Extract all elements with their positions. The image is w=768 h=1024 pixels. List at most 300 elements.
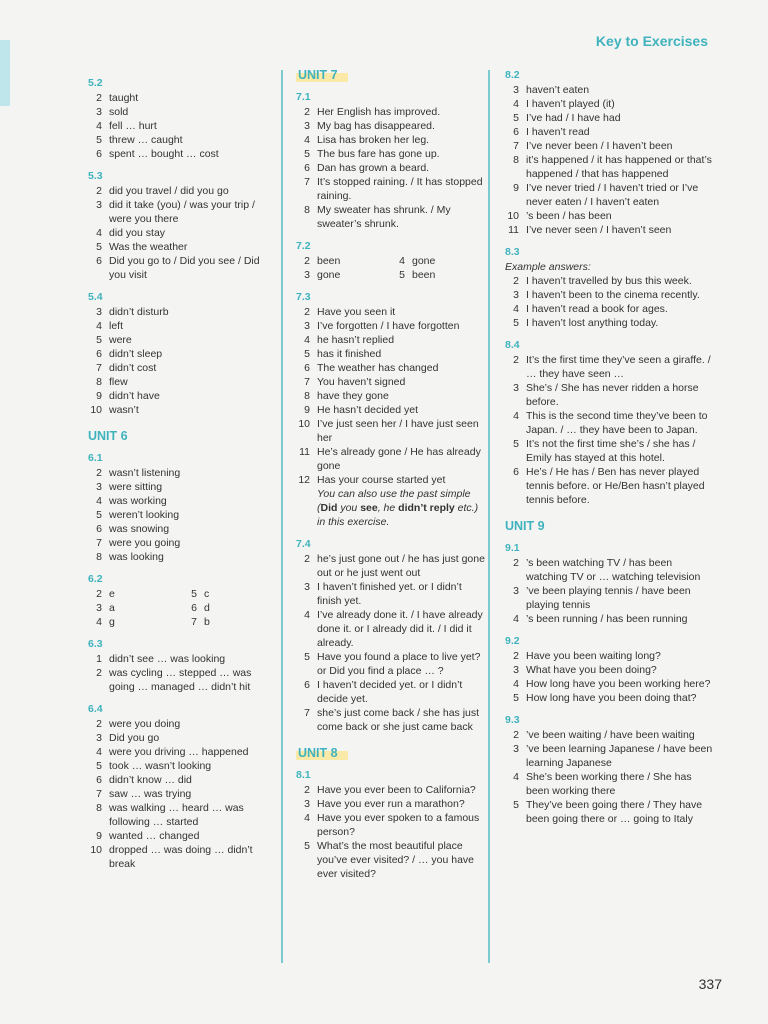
answer-item	[505, 556, 715, 584]
answer-text: I haven’t travelled by bus this week.	[526, 275, 692, 287]
answer-item	[505, 125, 715, 139]
answer-text: threw … caught	[109, 134, 183, 146]
answer-text: sold	[109, 106, 129, 118]
answer-grid-row	[88, 615, 278, 629]
answer-item	[88, 843, 278, 871]
answer-text: Have you been waiting long?	[526, 650, 661, 662]
answer-text: did you stay	[109, 227, 166, 239]
answer-text: My bag has disappeared.	[317, 120, 435, 132]
answer-item	[296, 333, 486, 347]
answer-number: 6	[513, 466, 519, 478]
answer-text: has it finished	[317, 348, 382, 360]
answer-text: didn’t sleep	[109, 348, 163, 360]
answer-text: dropped … was doing … didn’t break	[109, 844, 253, 870]
answer-item	[88, 240, 278, 254]
answer-text: My sweater has shrunk. / My sweater’s shrunk.	[317, 204, 451, 230]
answer-number: 9	[513, 182, 519, 194]
answer-text: It’s not the first time she’s / she has / Emily has stayed at this hotel.	[526, 438, 696, 464]
answer-item	[88, 254, 278, 282]
answer-number: 5	[191, 588, 197, 600]
answer-item	[88, 745, 278, 759]
answer-text: wanted … changed	[109, 830, 200, 842]
exercise-number: 9.3	[505, 714, 520, 726]
answer-text: spent … bought … cost	[109, 148, 219, 160]
exercise-number: 5.3	[88, 170, 103, 182]
answer-text: He’s already gone / He has already gone	[317, 446, 481, 472]
answer-item	[88, 198, 278, 226]
page-header: Key to Exercises	[595, 33, 708, 49]
unit-heading	[505, 519, 715, 533]
answer-item	[296, 706, 486, 734]
answer-item	[296, 105, 486, 119]
answer-item	[296, 175, 486, 203]
answer-number	[296, 487, 310, 529]
answer-item	[505, 111, 715, 125]
answer-number: 2	[304, 784, 310, 796]
answer-number: 4	[304, 134, 310, 146]
answer-item	[296, 552, 486, 580]
answer-text: she’s just come back / she has just come back or she just came back	[317, 707, 480, 733]
answer-item	[505, 584, 715, 612]
answer-number: 5	[96, 241, 102, 253]
answer-number: 6	[96, 523, 102, 535]
answer-item	[296, 839, 486, 881]
answer-number: 3	[304, 269, 310, 281]
unit-heading-label: UNIT 6	[88, 429, 128, 443]
answer-number: 9	[96, 830, 102, 842]
answer-item	[296, 783, 486, 797]
answer-text: saw … was trying	[109, 788, 192, 800]
answer-text: I’ve never tried / I haven’t tried or I’ve never eaten / I haven’t eaten	[526, 182, 699, 208]
answer-item	[88, 347, 278, 361]
column-2	[296, 68, 486, 881]
note-bold: didn’t reply	[398, 502, 455, 514]
answer-text: Have you ever run a marathon?	[317, 798, 465, 810]
answer-item	[88, 389, 278, 403]
answer-number: 3	[513, 382, 519, 394]
answer-number: 3	[304, 581, 310, 593]
answer-item	[296, 650, 486, 678]
answer-number: 8	[304, 204, 310, 216]
answer-text: It’s stopped raining. / It has stopped raining.	[317, 176, 483, 202]
answer-number: 4	[513, 613, 519, 625]
answer-item	[296, 361, 486, 375]
answer-number: 4	[304, 812, 310, 824]
answer-number: 2	[96, 92, 102, 104]
answer-text: were you doing	[109, 718, 181, 730]
answer-text: c	[204, 588, 210, 600]
answer-number: 2	[96, 718, 102, 730]
answer-text: did you travel / did you go	[109, 185, 229, 197]
answer-text: I’ve just seen her / I have just seen her	[317, 418, 479, 444]
note-part: , he	[377, 502, 399, 514]
answer-number: 5	[304, 148, 310, 160]
exercise-number: 9.1	[505, 542, 520, 554]
answer-number: 2	[513, 275, 519, 287]
answer-number: 5	[513, 799, 519, 811]
answer-item	[88, 494, 278, 508]
answer-number: 5	[96, 760, 102, 772]
exercise-number: 7.1	[296, 91, 311, 103]
answer-text: How long have you been doing that?	[526, 692, 697, 704]
exercise-number: 9.2	[505, 635, 520, 647]
answer-number: 5	[513, 317, 519, 329]
answer-text: gone	[317, 269, 341, 281]
answer-item	[88, 787, 278, 801]
answer-number: 2	[513, 354, 519, 366]
answer-text: he hasn’t replied	[317, 334, 395, 346]
answer-number: 12	[298, 474, 310, 486]
exercise-number: 8.1	[296, 769, 311, 781]
answer-item	[296, 305, 486, 319]
answer-number: 4	[96, 746, 102, 758]
answer-text: wasn’t listening	[109, 467, 181, 479]
answer-item	[296, 254, 391, 268]
answer-item	[88, 536, 278, 550]
answer-item	[505, 798, 715, 826]
answer-text: were	[109, 334, 132, 346]
answer-item	[88, 184, 278, 198]
answer-item	[296, 133, 486, 147]
answer-text: I haven’t been to the cinema recently.	[526, 289, 700, 301]
answer-item	[88, 550, 278, 564]
exercise-number: 6.3	[88, 638, 103, 650]
answer-text: been	[412, 269, 436, 281]
answer-text: She’s / She has never ridden a horse before.	[526, 382, 699, 408]
answer-item	[296, 608, 486, 650]
answer-number: 5	[513, 112, 519, 124]
answer-item	[505, 353, 715, 381]
answer-number: 5	[96, 134, 102, 146]
column-1	[88, 68, 278, 871]
answer-text: I haven’t played (it)	[526, 98, 615, 110]
answer-number: 2	[513, 650, 519, 662]
answer-item	[505, 663, 715, 677]
unit-heading-label: UNIT 9	[505, 519, 545, 533]
example-answers-note: Example answers:	[505, 261, 591, 273]
exercise-number: 5.2	[88, 77, 103, 89]
answer-number: 2	[513, 557, 519, 569]
answer-item	[88, 305, 278, 319]
answer-number: 4	[304, 334, 310, 346]
answer-number: 5	[96, 509, 102, 521]
answer-number: 10	[507, 210, 519, 222]
answer-item	[88, 403, 278, 417]
answer-number: 6	[96, 348, 102, 360]
answer-number: 7	[513, 140, 519, 152]
answer-text: gone	[412, 255, 436, 267]
answer-item	[296, 375, 486, 389]
answer-number: 8	[96, 551, 102, 563]
answer-item	[88, 480, 278, 494]
answer-text: weren’t looking	[109, 509, 180, 521]
answer-number: 5	[513, 692, 519, 704]
answer-text: She’s been working there / She has been working there	[526, 771, 692, 797]
answer-item	[88, 105, 278, 119]
answer-text: b	[204, 616, 210, 628]
answer-item	[88, 666, 278, 694]
answer-grid-row	[88, 601, 278, 615]
column-divider	[488, 70, 490, 963]
answer-item	[296, 389, 486, 403]
answer-number: 4	[513, 410, 519, 422]
answer-text: I’ve never been / I haven’t been	[526, 140, 673, 152]
answer-item	[88, 717, 278, 731]
answer-number: 1	[96, 653, 102, 665]
answer-text: did it take (you) / was your trip / were you there	[109, 199, 255, 225]
answer-number: 3	[304, 120, 310, 132]
answer-number: 10	[298, 418, 310, 430]
answer-text: didn’t disturb	[109, 306, 169, 318]
answer-number: 4	[513, 303, 519, 315]
answer-number: 2	[96, 467, 102, 479]
answer-number: 8	[513, 154, 519, 166]
answer-number: 6	[304, 679, 310, 691]
answer-text: ’ve been learning Japanese / have been learning Japanese	[526, 743, 713, 769]
exercise-number: 6.1	[88, 452, 103, 464]
answer-item	[88, 773, 278, 787]
answer-text: Her English has improved.	[317, 106, 441, 118]
answer-item	[505, 381, 715, 409]
answer-number: 4	[96, 227, 102, 239]
answer-text: have they gone	[317, 390, 389, 402]
answer-number: 2	[96, 185, 102, 197]
answer-text: left	[109, 320, 124, 332]
answer-number: 9	[304, 404, 310, 416]
answer-text: I’ve forgotten / I have forgotten	[317, 320, 460, 332]
answer-text: Did you go	[109, 732, 160, 744]
answer-number: 8	[96, 376, 102, 388]
unit-heading	[88, 429, 278, 443]
answer-grid-row	[296, 268, 486, 282]
answer-item	[296, 268, 391, 282]
answer-number: 4	[96, 495, 102, 507]
answer-number: 7	[96, 362, 102, 374]
answer-text: What’s the most beautiful place you’ve ever visited? / … you have ever visited?	[317, 840, 474, 880]
answer-item	[296, 119, 486, 133]
answer-text: fell … hurt	[109, 120, 157, 132]
answer-number: 2	[96, 588, 102, 600]
answer-text: They’ve been going there / They have been going there or … going to Italy	[526, 799, 703, 825]
answer-number: 4	[513, 771, 519, 783]
answer-item	[88, 587, 183, 601]
answer-number: 10	[90, 404, 102, 416]
exercise-number: 5.4	[88, 291, 103, 303]
answer-text: he’s just gone out / he has just gone out or he just went out	[317, 553, 485, 579]
answer-number: 3	[96, 732, 102, 744]
answer-item	[505, 465, 715, 507]
answer-number: 6	[96, 148, 102, 160]
answer-text: I haven’t read	[526, 126, 590, 138]
answer-item	[505, 677, 715, 691]
answer-number: 11	[508, 224, 519, 236]
answer-item	[88, 801, 278, 829]
answer-item	[505, 83, 715, 97]
answer-number: 7	[304, 376, 310, 388]
answer-text: ’ve been playing tennis / have been playing tennis	[526, 585, 691, 611]
answer-number: 6	[304, 362, 310, 374]
answer-item	[88, 508, 278, 522]
answer-number: 7	[191, 616, 197, 628]
answer-text: taught	[109, 92, 139, 104]
answer-number: 3	[304, 798, 310, 810]
answer-number: 3	[304, 320, 310, 332]
answer-number: 5	[304, 840, 310, 852]
answer-item	[88, 601, 183, 615]
answer-item	[505, 97, 715, 111]
answer-item	[183, 615, 278, 629]
answer-item	[391, 254, 486, 268]
answer-item	[296, 580, 486, 608]
answer-text: Have you seen it	[317, 306, 396, 318]
answer-number: 4	[399, 255, 405, 267]
answer-number: 3	[96, 199, 102, 211]
answer-item	[88, 119, 278, 133]
answer-text: ’ve been waiting / have been waiting	[526, 729, 695, 741]
answer-text: flew	[109, 376, 128, 388]
answer-text: I’ve already done it. / I have already done it. or I already did it. / I did it already.	[317, 609, 483, 649]
answer-text: it’s happened / it has happened or that’s happened / that has happened	[526, 154, 712, 180]
answer-item	[296, 319, 486, 333]
answer-number: 2	[96, 667, 102, 679]
answer-item	[88, 226, 278, 240]
answer-item	[296, 417, 486, 445]
note-bold: Did	[320, 502, 338, 514]
answer-item	[505, 223, 715, 237]
answer-text: ’s been watching TV / has been watching TV or … watching television	[526, 557, 701, 583]
answer-number: 4	[96, 616, 102, 628]
answer-item	[505, 209, 715, 223]
answer-number: 10	[90, 844, 102, 856]
answer-number: 8	[304, 390, 310, 402]
answer-item	[296, 797, 486, 811]
answer-item	[88, 615, 183, 629]
exercise-number: 7.3	[296, 291, 311, 303]
column-3	[505, 68, 715, 826]
answer-text: Was the weather	[109, 241, 188, 253]
note-bold: see	[360, 502, 378, 514]
answer-text: I haven’t finished yet. or I didn’t finish yet.	[317, 581, 462, 607]
answer-item	[296, 347, 486, 361]
answer-text: took … wasn’t looking	[109, 760, 212, 772]
answer-item	[505, 612, 715, 626]
answer-number: 6	[304, 162, 310, 174]
answer-text: e	[109, 588, 115, 600]
exercise-number: 8.3	[505, 246, 520, 258]
answer-text: was cycling … stepped … was going … managed … didn’t hit	[109, 667, 252, 693]
answer-text: It’s the first time they’ve seen a giraffe. / … they have seen …	[526, 354, 711, 380]
answer-number: 3	[513, 84, 519, 96]
answer-item	[505, 181, 715, 209]
answer-number: 4	[513, 678, 519, 690]
answer-number: 4	[513, 98, 519, 110]
page-number: 337	[698, 976, 722, 992]
note-part: etc.) in this exercise.	[317, 502, 479, 528]
answer-number: 4	[304, 609, 310, 621]
answer-item	[505, 288, 715, 302]
answer-text: didn’t cost	[109, 362, 157, 374]
answer-item	[505, 409, 715, 437]
answer-text: been	[317, 255, 341, 267]
answer-text: I’ve had / I have had	[526, 112, 621, 124]
answer-item	[88, 522, 278, 536]
answer-text: g	[109, 616, 115, 628]
answer-item	[296, 445, 486, 473]
answer-text: wasn’t	[109, 404, 139, 416]
answer-text: ’s been running / has been running	[526, 613, 688, 625]
answer-number: 3	[96, 602, 102, 614]
column-divider	[281, 70, 283, 963]
answer-text: Have you ever been to California?	[317, 784, 476, 796]
answer-text: Lisa has broken her leg.	[317, 134, 430, 146]
answer-text: Has your course started yet	[317, 474, 446, 486]
answer-item	[505, 274, 715, 288]
answer-item	[505, 728, 715, 742]
answer-text: were you driving … happened	[109, 746, 249, 758]
answer-number: 3	[513, 585, 519, 597]
answer-note	[296, 487, 486, 529]
answer-number: 2	[304, 306, 310, 318]
answer-text: The bus fare has gone up.	[317, 148, 440, 160]
unit-heading	[296, 746, 486, 760]
exercise-number: 7.4	[296, 538, 311, 550]
answer-item	[88, 91, 278, 105]
note-part: you	[337, 502, 361, 514]
answer-number: 6	[191, 602, 197, 614]
answer-item	[88, 652, 278, 666]
answer-item	[88, 829, 278, 843]
answer-item	[296, 811, 486, 839]
answer-number: 3	[96, 481, 102, 493]
answer-number: 2	[304, 553, 310, 565]
side-tab	[0, 40, 10, 106]
answer-number: 7	[96, 788, 102, 800]
answer-item	[391, 268, 486, 282]
answer-item	[296, 678, 486, 706]
answer-number: 5	[399, 269, 405, 281]
answer-item	[296, 147, 486, 161]
answer-item	[505, 437, 715, 465]
answer-item	[296, 203, 486, 231]
answer-number: 5	[513, 438, 519, 450]
answer-item	[88, 133, 278, 147]
answer-item	[505, 139, 715, 153]
answer-text: Did you go to / Did you see / Did you visit	[109, 255, 260, 281]
answer-text: didn’t see … was looking	[109, 653, 226, 665]
note-part: You can also use the past simple (	[317, 488, 471, 514]
answer-text: ’s been / has been	[526, 210, 612, 222]
answer-item	[505, 691, 715, 705]
answer-text: How long have you been working here?	[526, 678, 711, 690]
answer-number: 7	[304, 176, 310, 188]
answer-text: was looking	[109, 551, 164, 563]
answer-text: He hasn’t decided yet	[317, 404, 418, 416]
answer-text: Have you ever spoken to a famous person?	[317, 812, 480, 838]
answer-item	[88, 731, 278, 745]
answer-item	[183, 601, 278, 615]
answer-number: 11	[299, 446, 310, 458]
answer-item	[88, 147, 278, 161]
answer-number: 2	[304, 106, 310, 118]
answer-text: I haven’t read a book for ages.	[526, 303, 668, 315]
answer-text: He’s / He has / Ben has never played tennis before. or He/Ben hasn’t played tennis before.	[526, 466, 705, 506]
answer-item	[296, 403, 486, 417]
exercise-number: 6.4	[88, 703, 103, 715]
answer-number: 2	[304, 255, 310, 267]
answer-number: 3	[96, 106, 102, 118]
answer-item	[505, 316, 715, 330]
answer-item	[505, 153, 715, 181]
